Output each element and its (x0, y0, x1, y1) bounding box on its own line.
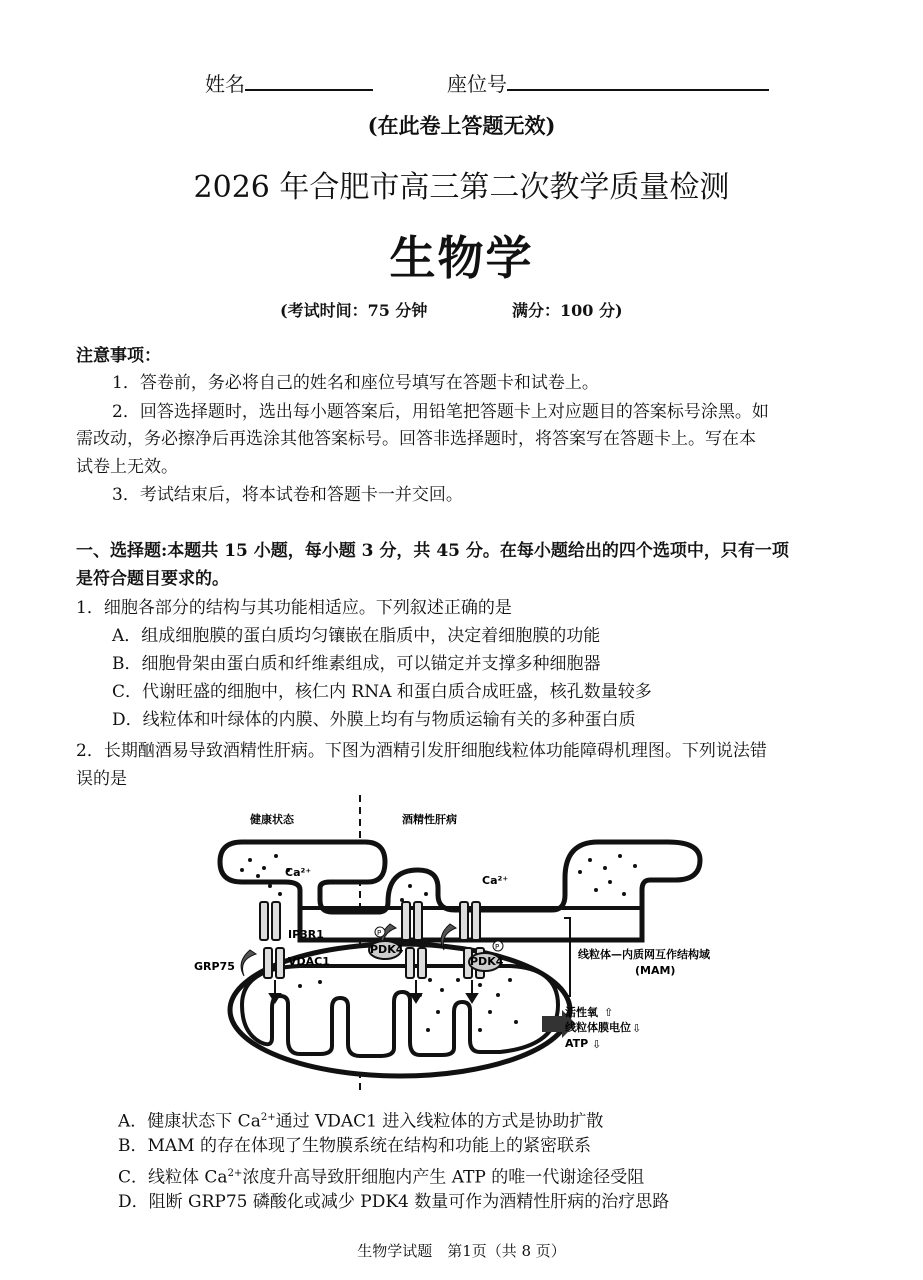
label-mam-line2: (MAM) (635, 964, 676, 977)
q1-stem: 1．细胞各部分的结构与其功能相适应。下列叙述正确的是 (76, 598, 512, 618)
label-alcoholic: 酒精性肝病 (402, 813, 457, 826)
q1-option-b: B．细胞骨架由蛋白质和纤维素组成，可以锚定并支撑多种细胞器 (112, 654, 601, 674)
name-field (205, 68, 373, 97)
label-potential: 线粒体膜电位 (565, 1021, 631, 1034)
label-pdk4-mid: PDK4 (370, 943, 404, 956)
label-pdk4-right: PDK4 (470, 955, 504, 968)
label-vdac1: VDAC1 (288, 955, 330, 968)
seat-field (447, 68, 769, 97)
label-ca-right: Ca²⁺ (482, 874, 509, 887)
note-item-3: 3．考试结束后，将本试卷和答题卡一并交回。 (112, 485, 463, 505)
q1-option-d: D．线粒体和叶绿体的内膜、外膜上均有与物质运输有关的多种蛋白质 (112, 710, 636, 730)
note-item-2-line1: 2．回答选择题时，选出每小题答案后，用铅笔把答题卡上对应题目的答案标号涂黑。如 (112, 402, 769, 422)
ros-arrow-icon: ⇧ (604, 1006, 614, 1019)
phospho-mark-2: P (495, 943, 500, 951)
label-ca-left: Ca²⁺ (285, 866, 312, 879)
phospho-mark-1: P (377, 929, 382, 937)
q2-option-a: A．健康状态下 $Ca^{2+}$通过 VDAC1 进入线粒体的方式是协助扩散 (118, 1111, 604, 1132)
q1-option-c: C．代谢旺盛的细胞中，核仁内 RNA 和蛋白质合成旺盛，核孔数量较多 (112, 682, 652, 702)
grp75-shape (241, 950, 256, 976)
section1-heading-line2: 是符合题目要求的。 (76, 569, 229, 589)
label-ros: 活性氧 (565, 1006, 598, 1019)
invalid-note: (在此卷上答题无效) (367, 113, 556, 138)
label-healthy: 健康状态 (250, 813, 294, 826)
label-ip3r1: IP3R1 (288, 928, 324, 941)
exam-title: 2026 年合肥市高三第二次教学质量检测 (193, 170, 730, 205)
note-item-2-line2: 需改动，务必擦净后再选涂其他答案标号。回答非选择题时，将答案写在答题卡上。写在本 (76, 429, 756, 449)
q1-option-a: A．组成细胞膜的蛋白质均匀镶嵌在脂质中，决定着细胞膜的功能 (112, 626, 601, 646)
q2-option-c: C．线粒体 $Ca^{2+}$浓度升高导致肝细胞内产生 ATP 的唯一代谢途径受阻 (118, 1167, 645, 1188)
score-info: 满分：100 分) (512, 301, 623, 320)
q2-option-b: B．MAM 的存在体现了生物膜系统在结构和功能上的紧密联系 (118, 1136, 591, 1156)
time-info: (考试时间：75 分钟 (280, 301, 428, 320)
q2-stem-line1: 2．长期酗酒易导致酒精性肝病。下图为酒精引发肝细胞线粒体功能障碍机理图。下列说法错 (76, 741, 767, 761)
mitochondria-figure (180, 790, 780, 1100)
name-label: 姓名 (205, 72, 245, 96)
label-atp: ATP (565, 1037, 589, 1050)
q2-option-d: D．阻断 GRP75 磷酸化或减少 PDK4 数量可作为酒精性肝病的治疗思路 (118, 1192, 670, 1212)
label-grp75: GRP75 (194, 960, 235, 973)
label-mam-line1: 线粒体—内质网互作结构域 (578, 948, 710, 961)
subject-title: 生物学 (389, 231, 534, 285)
section1-heading-line1: 一、选择题:本题共 15 小题，每小题 3 分，共 45 分。在每小题给出的四个选项中，只有一项 (76, 541, 789, 561)
seat-label: 座位号 (447, 72, 507, 96)
seat-blank (507, 71, 769, 91)
potential-arrow-icon: ⇩ (632, 1022, 642, 1035)
q2-stem-line2: 误的是 (76, 769, 127, 789)
note-item-1: 1．答卷前，务必将自己的姓名和座位号填写在答题卡和试卷上。 (112, 373, 599, 393)
atp-arrow-icon: ⇩ (592, 1038, 602, 1051)
page-footer: 生物学试题 第1页（共 8 页） (357, 1242, 566, 1260)
notes-title: 注意事项： (76, 346, 161, 366)
note-item-2-line3: 试卷上无效。 (76, 457, 178, 477)
name-blank (245, 71, 373, 91)
